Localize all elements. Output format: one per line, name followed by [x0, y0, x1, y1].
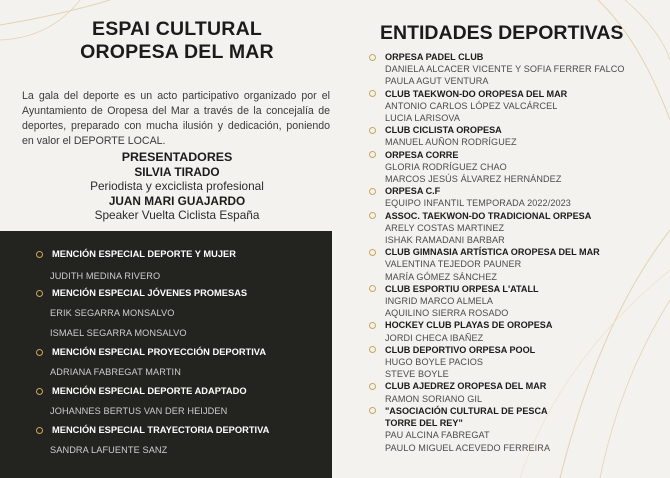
club-name — [369, 246, 659, 258]
club-item — [369, 246, 659, 283]
circle-bullet-icon — [369, 285, 376, 292]
club-member: STEVE BOYLE — [385, 369, 449, 380]
club-member: JORDI CHECA IBAÑEZ — [385, 332, 484, 343]
circle-bullet-icon — [369, 212, 376, 219]
circle-bullet-icon — [36, 388, 43, 395]
circle-bullet-icon — [36, 290, 43, 297]
award-winner: SANDRA LAFUENTE SANZ — [50, 445, 168, 455]
club-name — [369, 380, 659, 392]
club-name-text: ORPESA CORRE — [385, 149, 459, 160]
club-member: PAULA AGUT VENTURA — [385, 76, 489, 87]
circle-bullet-icon — [369, 383, 376, 390]
club-name-text: CLUB DEPORTIVO ORPESA POOL — [385, 344, 536, 355]
circle-bullet-icon — [369, 151, 376, 158]
club-name — [369, 319, 659, 331]
award-title-text: MENCIÓN ESPECIAL JÓVENES PROMESAS — [52, 288, 248, 298]
club-name-continued: TORRE DEL REY" — [385, 418, 463, 429]
award-item — [36, 248, 326, 282]
club-name — [369, 88, 659, 100]
club-member: ISHAK RAMADANI BARBAR — [385, 235, 505, 246]
club-member: PAULO MIGUEL ACEVEDO FERREIRA — [385, 442, 551, 453]
club-member: MARÍA GÓMEZ SÁNCHEZ — [385, 271, 498, 282]
club-item — [369, 124, 659, 148]
award-winner: ADRIANA FABREGAT MARTIN — [50, 367, 181, 377]
circle-bullet-icon — [36, 349, 43, 356]
award-title-text: MENCIÓN ESPECIAL DEPORTE Y MUJER — [52, 249, 236, 259]
club-name — [369, 210, 659, 222]
club-name — [369, 51, 659, 63]
club-member: RAMON SORIANO GIL — [385, 393, 483, 404]
circle-bullet-icon — [369, 127, 376, 134]
circle-bullet-icon — [369, 188, 376, 195]
club-item — [369, 319, 659, 343]
circle-bullet-icon — [369, 407, 376, 414]
club-item — [369, 210, 659, 247]
award-title-text: MENCIÓN ESPECIAL TRAYECTORIA DEPORTIVA — [52, 425, 270, 435]
presenters-heading: PRESENTADORES — [121, 150, 233, 164]
circle-bullet-icon — [369, 54, 376, 61]
club-member: GLORIA RODRÍGUEZ CHAO — [385, 161, 507, 172]
award-winner: JUDITH MEDINA RIVERO — [50, 271, 161, 281]
entities-title: ENTIDADES DEPORTIVAS — [380, 22, 624, 44]
club-member: MANUEL AUÑON RODRÍGUEZ — [385, 137, 517, 148]
circle-bullet-icon — [36, 251, 43, 258]
club-name-text: CLUB ESPORTIU ORPESA L'ATALL — [385, 283, 539, 294]
club-member: LUCIA LARISOVA — [385, 113, 461, 124]
club-member: EQUIPO INFANTIL TEMPORADA 2022/2023 — [385, 198, 571, 209]
club-name — [369, 283, 659, 295]
award-item — [36, 385, 326, 417]
club-name-text: ORPESA C.F — [385, 186, 441, 197]
club-name — [369, 124, 659, 136]
club-item — [369, 149, 659, 186]
presenter-role: Speaker Vuelta Ciclista España — [94, 208, 260, 222]
club-name-text: ASSOC. TAEKWON-DO TRADICIONAL ORPESA — [385, 210, 592, 221]
club-member: ARELY COSTAS MARTINEZ — [385, 222, 505, 233]
award-item — [36, 424, 326, 456]
club-item — [369, 405, 659, 454]
club-item — [369, 344, 659, 381]
award-winner: ISMAEL SEGARRA MONSALVO — [50, 328, 187, 338]
presenters-block — [22, 150, 332, 223]
circle-bullet-icon — [369, 90, 376, 97]
club-name-text: ORPESA PADEL CLUB — [385, 52, 484, 62]
club-member: VALENTINA TEJEDOR PAUNER — [385, 259, 522, 270]
circle-bullet-icon — [369, 249, 376, 256]
title-line-2: OROPESA DEL MAR — [80, 41, 274, 63]
circle-bullet-icon — [369, 346, 376, 353]
award-title — [36, 346, 326, 358]
award-item — [36, 346, 326, 378]
club-member: HUGO BOYLE PACIOS — [385, 357, 484, 368]
club-item — [369, 380, 659, 404]
club-member: DANIELA ALCACER VICENTE Y SOFIA FERRER FALCO — [385, 64, 625, 75]
club-item — [369, 88, 659, 125]
circle-bullet-icon — [369, 322, 376, 329]
awards-panel — [0, 231, 332, 478]
club-member: INGRID MARCO ALMELA — [385, 296, 494, 307]
club-name-text: "ASOCIACIÓN CULTURAL DE PESCA — [385, 405, 548, 416]
award-winner: JOHANNES BERTUS VAN DER HEIJDEN — [50, 406, 228, 416]
presenter-role: Periodista y exciclista profesional — [90, 179, 264, 193]
clubs-list — [369, 51, 659, 454]
club-member: PAU ALCINA FABREGAT — [385, 430, 490, 441]
club-name — [369, 149, 659, 161]
presenter-name: JUAN MARI GUAJARDO — [108, 194, 246, 208]
club-item — [369, 283, 659, 320]
award-title — [36, 424, 326, 436]
circle-bullet-icon — [36, 427, 43, 434]
club-item — [369, 51, 659, 88]
award-title — [36, 385, 326, 397]
award-winner: ERIK SEGARRA MONSALVO — [50, 308, 175, 318]
club-member: AQUILINO SIERRA ROSADO — [385, 308, 509, 319]
award-title-text: MENCIÓN ESPECIAL PROYECCIÓN DEPORTIVA — [52, 347, 267, 357]
club-name-text: CLUB GIMNASIA ARTÍSTICA OROPESA DEL MAR — [385, 247, 600, 258]
club-name-text: CLUB AJEDREZ OROPESA DEL MAR — [385, 381, 547, 392]
award-item — [36, 287, 326, 339]
presenter-name: SILVIA TIRADO — [134, 165, 220, 179]
award-title — [36, 248, 326, 260]
award-title-text: MENCIÓN ESPECIAL DEPORTE ADAPTADO — [52, 386, 247, 396]
club-name — [369, 185, 659, 197]
club-member: ANTONIO CARLOS LÓPEZ VALCÁRCEL — [385, 100, 558, 111]
intro-paragraph: La gala del deporte es un acto participativo organizado por el Ayuntamiento de Oropesa del Mar a través de la concejalía de deportes, preparado con mucha ilusión y dedicación, poniendo en valor el DEPORTE LOCAL. — [22, 89, 330, 147]
club-name — [369, 405, 659, 417]
club-name-text: HOCKEY CLUB PLAYAS DE OROPESA — [385, 320, 553, 331]
award-title — [36, 287, 326, 299]
club-name-text: CLUB CICLISTA OROPESA — [385, 125, 502, 136]
club-item — [369, 185, 659, 209]
club-name-text: CLUB TAEKWON-DO OROPESA DEL MAR — [385, 88, 568, 99]
club-name — [369, 344, 659, 356]
page-title — [22, 18, 332, 64]
title-line-1: ESPAI CULTURAL — [92, 18, 262, 40]
club-member: MARCOS JESÚS ÁLVAREZ HERNÁNDEZ — [385, 174, 562, 185]
